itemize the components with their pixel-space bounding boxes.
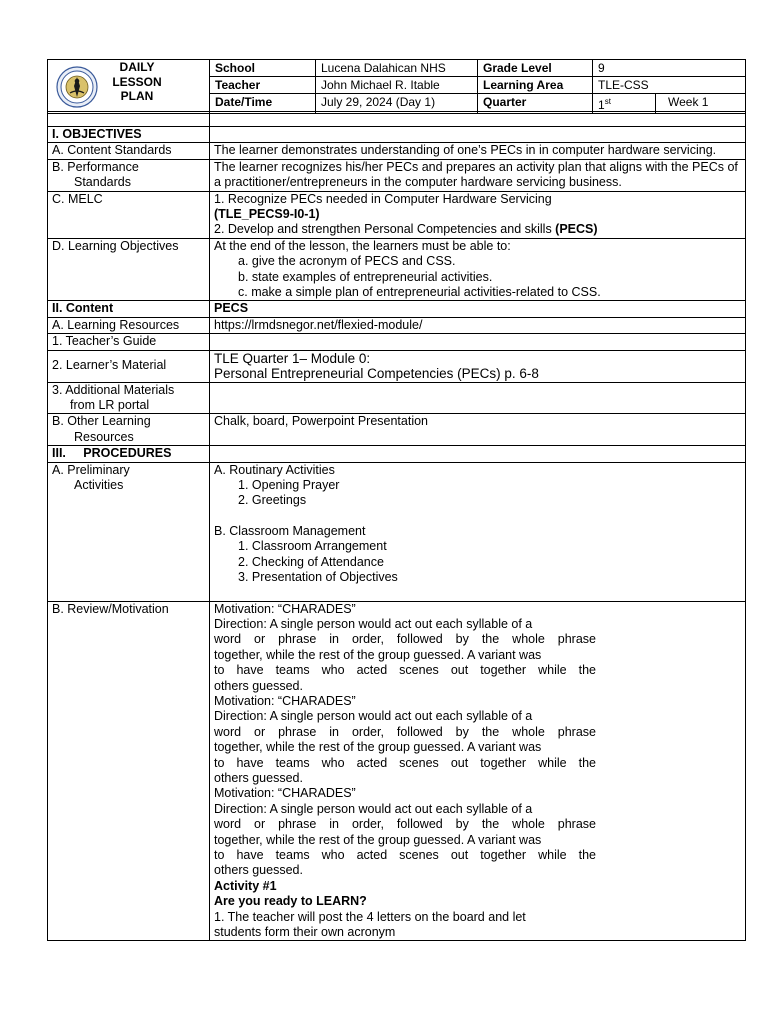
school-value: Lucena Dalahican NHS: [316, 60, 478, 77]
list-item: 1. Classroom Arrangement: [238, 539, 387, 554]
procedures-heading: III. PROCEDURES: [48, 446, 210, 462]
motivation-block-3: Motivation: “CHARADES” Direction: A single person would act out each syllable of a word or phrase in order, followed by the whole phrase together, while the rest of the group guessed. A variant was to have teams who acted scenes out together while the others guessed.: [214, 786, 596, 878]
objectives-heading-row: [48, 127, 746, 143]
content-standards-label: A. Content Standards: [48, 143, 210, 159]
quarter-suffix: st: [604, 97, 611, 106]
performance-standards-label: B. Performance Standards: [48, 159, 210, 191]
list-item: 2. Checking of Attendance: [238, 554, 384, 569]
list-item: b. state examples of entrepreneurial activities.: [238, 269, 493, 284]
teachers-guide-row: [48, 334, 746, 350]
learners-material-text: TLE Quarter 1– Module 0: Personal Entrepreneurial Competencies (PECs) p. 6-8: [210, 350, 746, 382]
preliminary-activities-text: A. Routinary Activities 1. Opening Prayer 2. Greetings B. Classroom Management 1. Classroom Arrangement 2. Checking of Attendance 3. Presentation of Objectives: [210, 462, 746, 601]
title-line-1: DAILY: [119, 60, 155, 74]
objectives-heading: I. OBJECTIVES: [48, 127, 210, 143]
classroom-list: [214, 539, 741, 585]
procedures-heading-row: [48, 446, 746, 462]
learning-area-label: Learning Area: [478, 77, 593, 94]
list-item: 1. Opening Prayer: [238, 477, 340, 492]
learning-resources-url: https://lrmdsnegor.net/flexied-module/: [210, 317, 746, 333]
learning-objectives-text: At the end of the lesson, the learners must be able to: a. give the acronym of PECS and CSS. b. state examples of entrepreneurial activities. c. make a simple plan of entrepreneurial activities-related to CSS.: [210, 238, 746, 301]
logo-title-cell: [48, 60, 210, 114]
content-topic: PECS: [210, 301, 746, 317]
melc-row: [48, 191, 746, 238]
melc-text: 1. Recognize PECs needed in Computer Hardware Servicing (TLE_PECS9-I0-1) 2. Develop and strengthen Personal Competencies and skills (PECS): [210, 191, 746, 238]
learning-resources-label: A. Learning Resources: [48, 317, 210, 333]
list-item: 3. Presentation of Objectives: [238, 569, 398, 584]
header-table: [47, 59, 746, 114]
learners-material-label: 2. Learner’s Material: [48, 350, 210, 382]
learning-resources-row: [48, 317, 746, 333]
other-learning-resources-text: Chalk, board, Powerpoint Presentation: [210, 414, 746, 446]
main-table: [47, 111, 746, 941]
deped-seal-logo: [56, 66, 98, 108]
review-motivation-text: Motivation: “CHARADES” Direction: A single person would act out each syllable of a word or phrase in order, followed by the whole phrase together, while the rest of the group guessed. A variant was to have teams who acted scenes out together while the others guessed. Motivation: “CHARADES” Direction: A single person would act out each syllable of a word or phrase in order, followed by the whole phrase together, while the rest of the group guessed. A variant was to have teams who acted scenes out together while the others guessed. Motivation: “CHARADES” Direction: A single person would act out each syllable of a word or phrase in order, followed by the whole phrase together, while the rest of the group guessed. A variant was to have teams who acted scenes out together while the others guessed. Activity #1 Are you ready to LEARN? 1. The teacher will post the 4 letters on the board and let students form their own acronym: [210, 601, 746, 941]
list-item: a. give the acronym of PECS and CSS.: [238, 254, 456, 269]
content-standards-text: The learner demonstrates understanding of one’s PECs in in computer hardware servicing.: [210, 143, 746, 159]
quarter-number: 1: [598, 98, 605, 112]
motivation-block-1: Motivation: “CHARADES” Direction: A single person would act out each syllable of a word or phrase in order, followed by the whole phrase together, while the rest of the group guessed. A variant was to have teams who acted scenes out together while the others guessed.: [214, 601, 596, 693]
preliminary-activities-label: A. Preliminary Activities: [48, 462, 210, 601]
activity-title: Activity #1: [214, 878, 277, 893]
performance-standards-text: The learner recognizes his/her PECs and prepares an activity plan that aligns with the PECs of a practitioner/entrepreneurs in the computer hardware servicing business.: [210, 159, 746, 191]
learning-objectives-label: D. Learning Objectives: [48, 238, 210, 301]
school-label: School: [210, 60, 316, 77]
teachers-guide-label: 1. Teacher’s Guide: [48, 334, 210, 350]
list-item: c. make a simple plan of entrepreneurial activities-related to CSS.: [238, 285, 601, 300]
review-motivation-label: B. Review/Motivation: [48, 601, 210, 941]
teacher-label: Teacher: [210, 77, 316, 94]
motivation-block-2: Motivation: “CHARADES” Direction: A single person would act out each syllable of a word or phrase in order, followed by the whole phrase together, while the rest of the group guessed. A variant was to have teams who acted scenes out together while the others guessed.: [214, 693, 596, 785]
date-time-label: Date/Time: [210, 94, 316, 114]
routinary-list: [214, 478, 741, 509]
title-line-2: LESSON: [112, 74, 162, 89]
performance-standards-row: [48, 159, 746, 191]
learning-objectives-list: [214, 254, 741, 300]
additional-materials-label: 3. Additional Materials from LR portal: [48, 382, 210, 414]
grade-level-value: 9: [593, 60, 746, 77]
other-learning-resources-label: B. Other Learning Resources: [48, 414, 210, 446]
teacher-value: John Michael R. Itable: [316, 77, 478, 94]
additional-materials-row: [48, 382, 746, 414]
learning-objectives-row: [48, 238, 746, 301]
other-learning-resources-row: [48, 414, 746, 446]
melc-code: (TLE_PECS9-I0-1): [214, 207, 320, 222]
week-value: Week 1: [656, 94, 746, 114]
spacer-row: [48, 112, 746, 127]
preliminary-activities-row: [48, 462, 746, 601]
list-item: 2. Greetings: [238, 493, 307, 508]
melc-label: C. MELC: [48, 191, 210, 238]
learners-material-row: [48, 350, 746, 382]
content-heading-row: [48, 301, 746, 317]
content-standards-row: [48, 143, 746, 159]
quarter-label: Quarter: [478, 94, 593, 114]
content-heading: II. Content: [48, 301, 210, 317]
activity-question: Are you ready to LEARN?: [214, 894, 367, 909]
date-time-value: July 29, 2024 (Day 1): [316, 94, 478, 114]
review-motivation-row: [48, 601, 746, 941]
grade-level-label: Grade Level: [478, 60, 593, 77]
title-line-3: PLAN: [120, 89, 154, 103]
daily-lesson-plan-title: [102, 60, 172, 104]
learning-area-value: TLE-CSS: [593, 77, 746, 94]
